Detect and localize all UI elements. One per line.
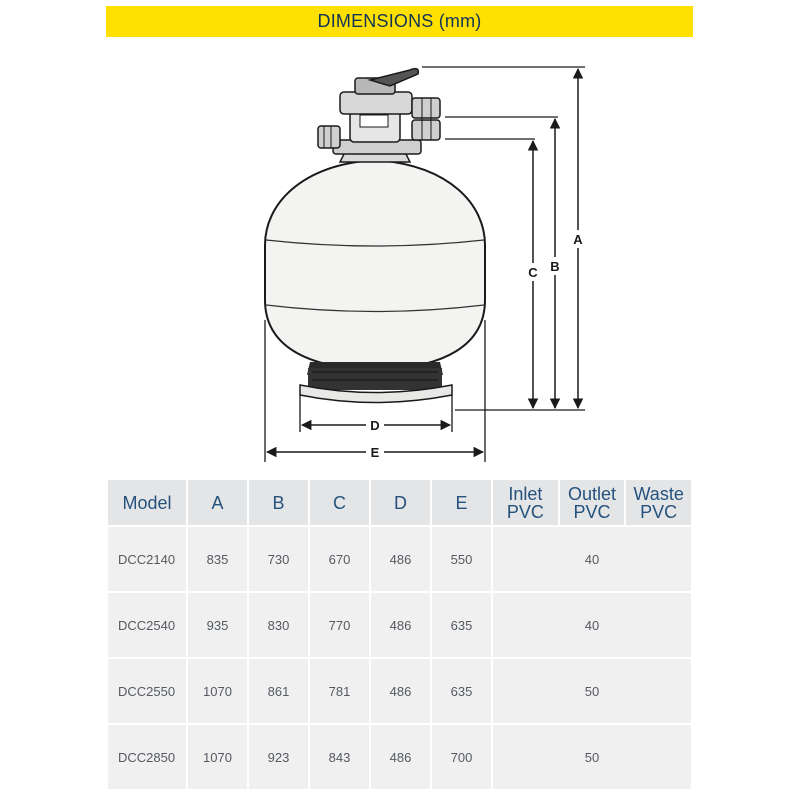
dim-label-b: B <box>550 259 560 274</box>
header-inlet-pvc <box>493 480 558 525</box>
cell-c: 670 <box>310 527 369 591</box>
header-inlet: Inlet <box>508 483 543 504</box>
header-waste-pvc-label: PVC <box>640 501 678 522</box>
cell-c: 843 <box>310 725 369 789</box>
dim-label-a: A <box>573 232 583 247</box>
cell-c: 770 <box>310 593 369 657</box>
cell-pvc: 40 <box>493 527 691 591</box>
cell-b: 730 <box>249 527 308 591</box>
cell-pvc: 50 <box>493 725 691 789</box>
header-d: D <box>371 480 430 525</box>
cell-e: 635 <box>432 659 491 723</box>
cell-b: 861 <box>249 659 308 723</box>
dimensions-table <box>106 478 693 791</box>
header-waste-pvc <box>626 480 691 525</box>
dimensions-table-container <box>106 478 693 798</box>
header-inlet-pvc-label: PVC <box>506 501 544 522</box>
cell-b: 923 <box>249 725 308 789</box>
cell-pvc: 40 <box>493 593 691 657</box>
header-outlet-pvc <box>560 480 625 525</box>
filter-diagram <box>0 40 800 470</box>
dimensions-banner <box>106 6 693 37</box>
cell-model: DCC2540 <box>108 593 186 657</box>
cell-a: 1070 <box>188 725 247 789</box>
cell-model: DCC2550 <box>108 659 186 723</box>
header-outlet: Outlet <box>567 483 616 504</box>
dim-label-e: E <box>370 445 380 460</box>
cell-c: 781 <box>310 659 369 723</box>
cell-e: 700 <box>432 725 491 789</box>
cell-pvc: 50 <box>493 659 691 723</box>
filter-tank <box>265 160 485 370</box>
cell-a: 935 <box>188 593 247 657</box>
cell-a: 835 <box>188 527 247 591</box>
multiport-valve <box>318 69 440 162</box>
table-row <box>108 659 691 723</box>
banner-title: DIMENSIONS (mm) <box>317 11 482 31</box>
cell-e: 550 <box>432 527 491 591</box>
cell-d: 486 <box>371 593 430 657</box>
header-c: C <box>310 480 369 525</box>
dim-label-d: D <box>370 418 380 433</box>
header-waste: Waste <box>633 483 684 504</box>
dim-label-c: C <box>528 265 538 280</box>
header-outlet-pvc-label: PVC <box>573 501 611 522</box>
header-a: A <box>188 480 247 525</box>
cell-model: DCC2850 <box>108 725 186 789</box>
table-row <box>108 593 691 657</box>
cell-model: DCC2140 <box>108 527 186 591</box>
cell-a: 1070 <box>188 659 247 723</box>
header-e: E <box>432 480 491 525</box>
cell-e: 635 <box>432 593 491 657</box>
header-b: B <box>249 480 308 525</box>
table-row <box>108 725 691 789</box>
cell-d: 486 <box>371 527 430 591</box>
header-model: Model <box>108 480 186 525</box>
filter-base <box>300 362 452 403</box>
cell-b: 830 <box>249 593 308 657</box>
table-header-row <box>108 480 691 525</box>
cell-d: 486 <box>371 725 430 789</box>
cell-d: 486 <box>371 659 430 723</box>
table-row <box>108 527 691 591</box>
